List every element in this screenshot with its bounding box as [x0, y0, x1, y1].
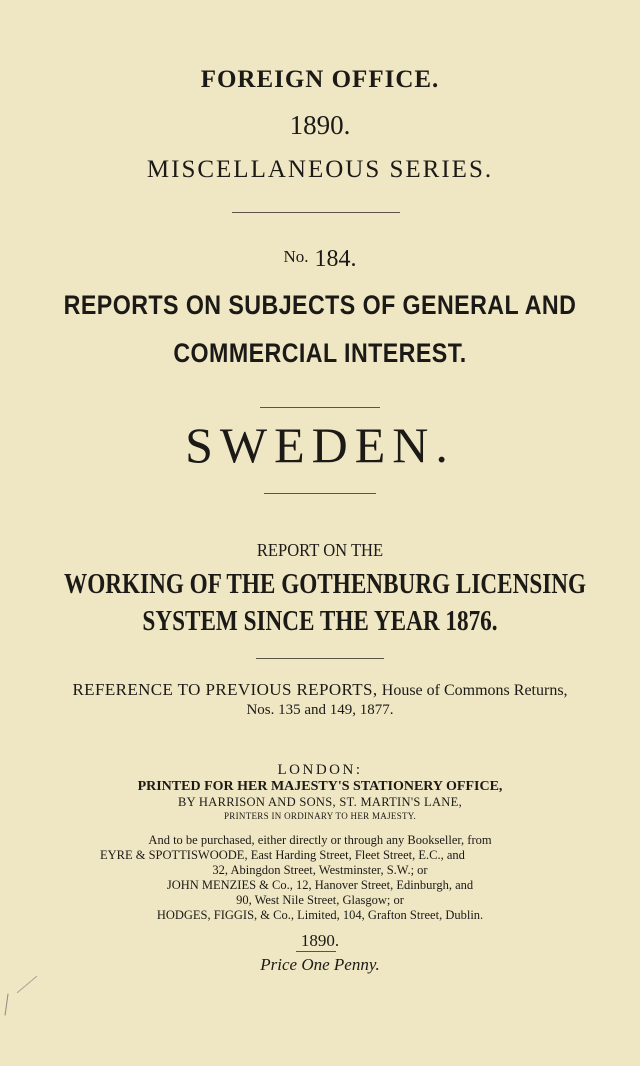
publication-year: 1890.	[289, 110, 351, 140]
imprint-purchase: And to be purchased, either directly or through any Bookseller, from	[148, 833, 492, 847]
series-number	[0, 246, 640, 273]
reference-line1	[0, 680, 640, 700]
reference-rest: House of Commons Returns,	[381, 682, 568, 699]
reports-title-line2: COMMERCIAL INTEREST.	[173, 338, 467, 368]
country-title: SWEDEN.	[185, 417, 455, 473]
imprint-city: LONDON:	[277, 762, 363, 778]
divider-rule	[232, 212, 400, 213]
imprint-abingdon: 32, Abingdon Street, Westminster, S.W.; or	[212, 863, 428, 877]
imprint-printers: BY HARRISON AND SONS, ST. MARTIN'S LANE,	[177, 795, 462, 809]
imprint-west-nile: 90, West Nile Street, Glasgow; or	[236, 893, 404, 907]
imprint-eyre: EYRE & SPOTTISWOODE, East Harding Street, Fleet Street, E.C., and	[100, 848, 465, 862]
imprint-printed-for: PRINTED FOR HER MAJESTY'S STATIONERY OFFICE,	[137, 779, 503, 794]
report-title-line2: SYSTEM SINCE THE YEAR 1876.	[142, 605, 498, 637]
imprint-hodges: HODGES, FIGGIS, & Co., Limited, 104, Grafton Street, Dublin.	[156, 908, 484, 922]
pencil-mark	[5, 994, 15, 1017]
reports-title-line1: REPORTS ON SUBJECTS OF GENERAL AND	[63, 290, 577, 320]
number-value: 184.	[314, 246, 357, 272]
divider-rule	[260, 407, 380, 408]
office-heading: FOREIGN OFFICE.	[200, 66, 440, 93]
divider-rule	[264, 493, 376, 494]
divider-rule	[256, 658, 384, 659]
imprint-year: 1890.	[300, 931, 340, 950]
series-title: MISCELLANEOUS SERIES.	[146, 156, 494, 183]
report-title-line1: WORKING OF THE GOTHENBURG LICENSING	[64, 568, 587, 600]
pencil-mark	[17, 976, 38, 993]
imprint-menzies: JOHN MENZIES & Co., 12, Hanover Street, Edinburgh, and	[166, 878, 474, 892]
year-underline	[296, 951, 336, 952]
price-line: Price One Penny.	[260, 955, 380, 974]
reference-line2: Nos. 135 and 149, 1877.	[246, 702, 394, 718]
report-intro: REPORT ON THE	[256, 540, 384, 560]
reference-caps: REFERENCE TO PREVIOUS REPORTS,	[72, 680, 378, 699]
number-prefix: No.	[283, 247, 309, 266]
imprint-printers-note: PRINTERS IN ORDINARY TO HER MAJESTY.	[224, 811, 416, 821]
